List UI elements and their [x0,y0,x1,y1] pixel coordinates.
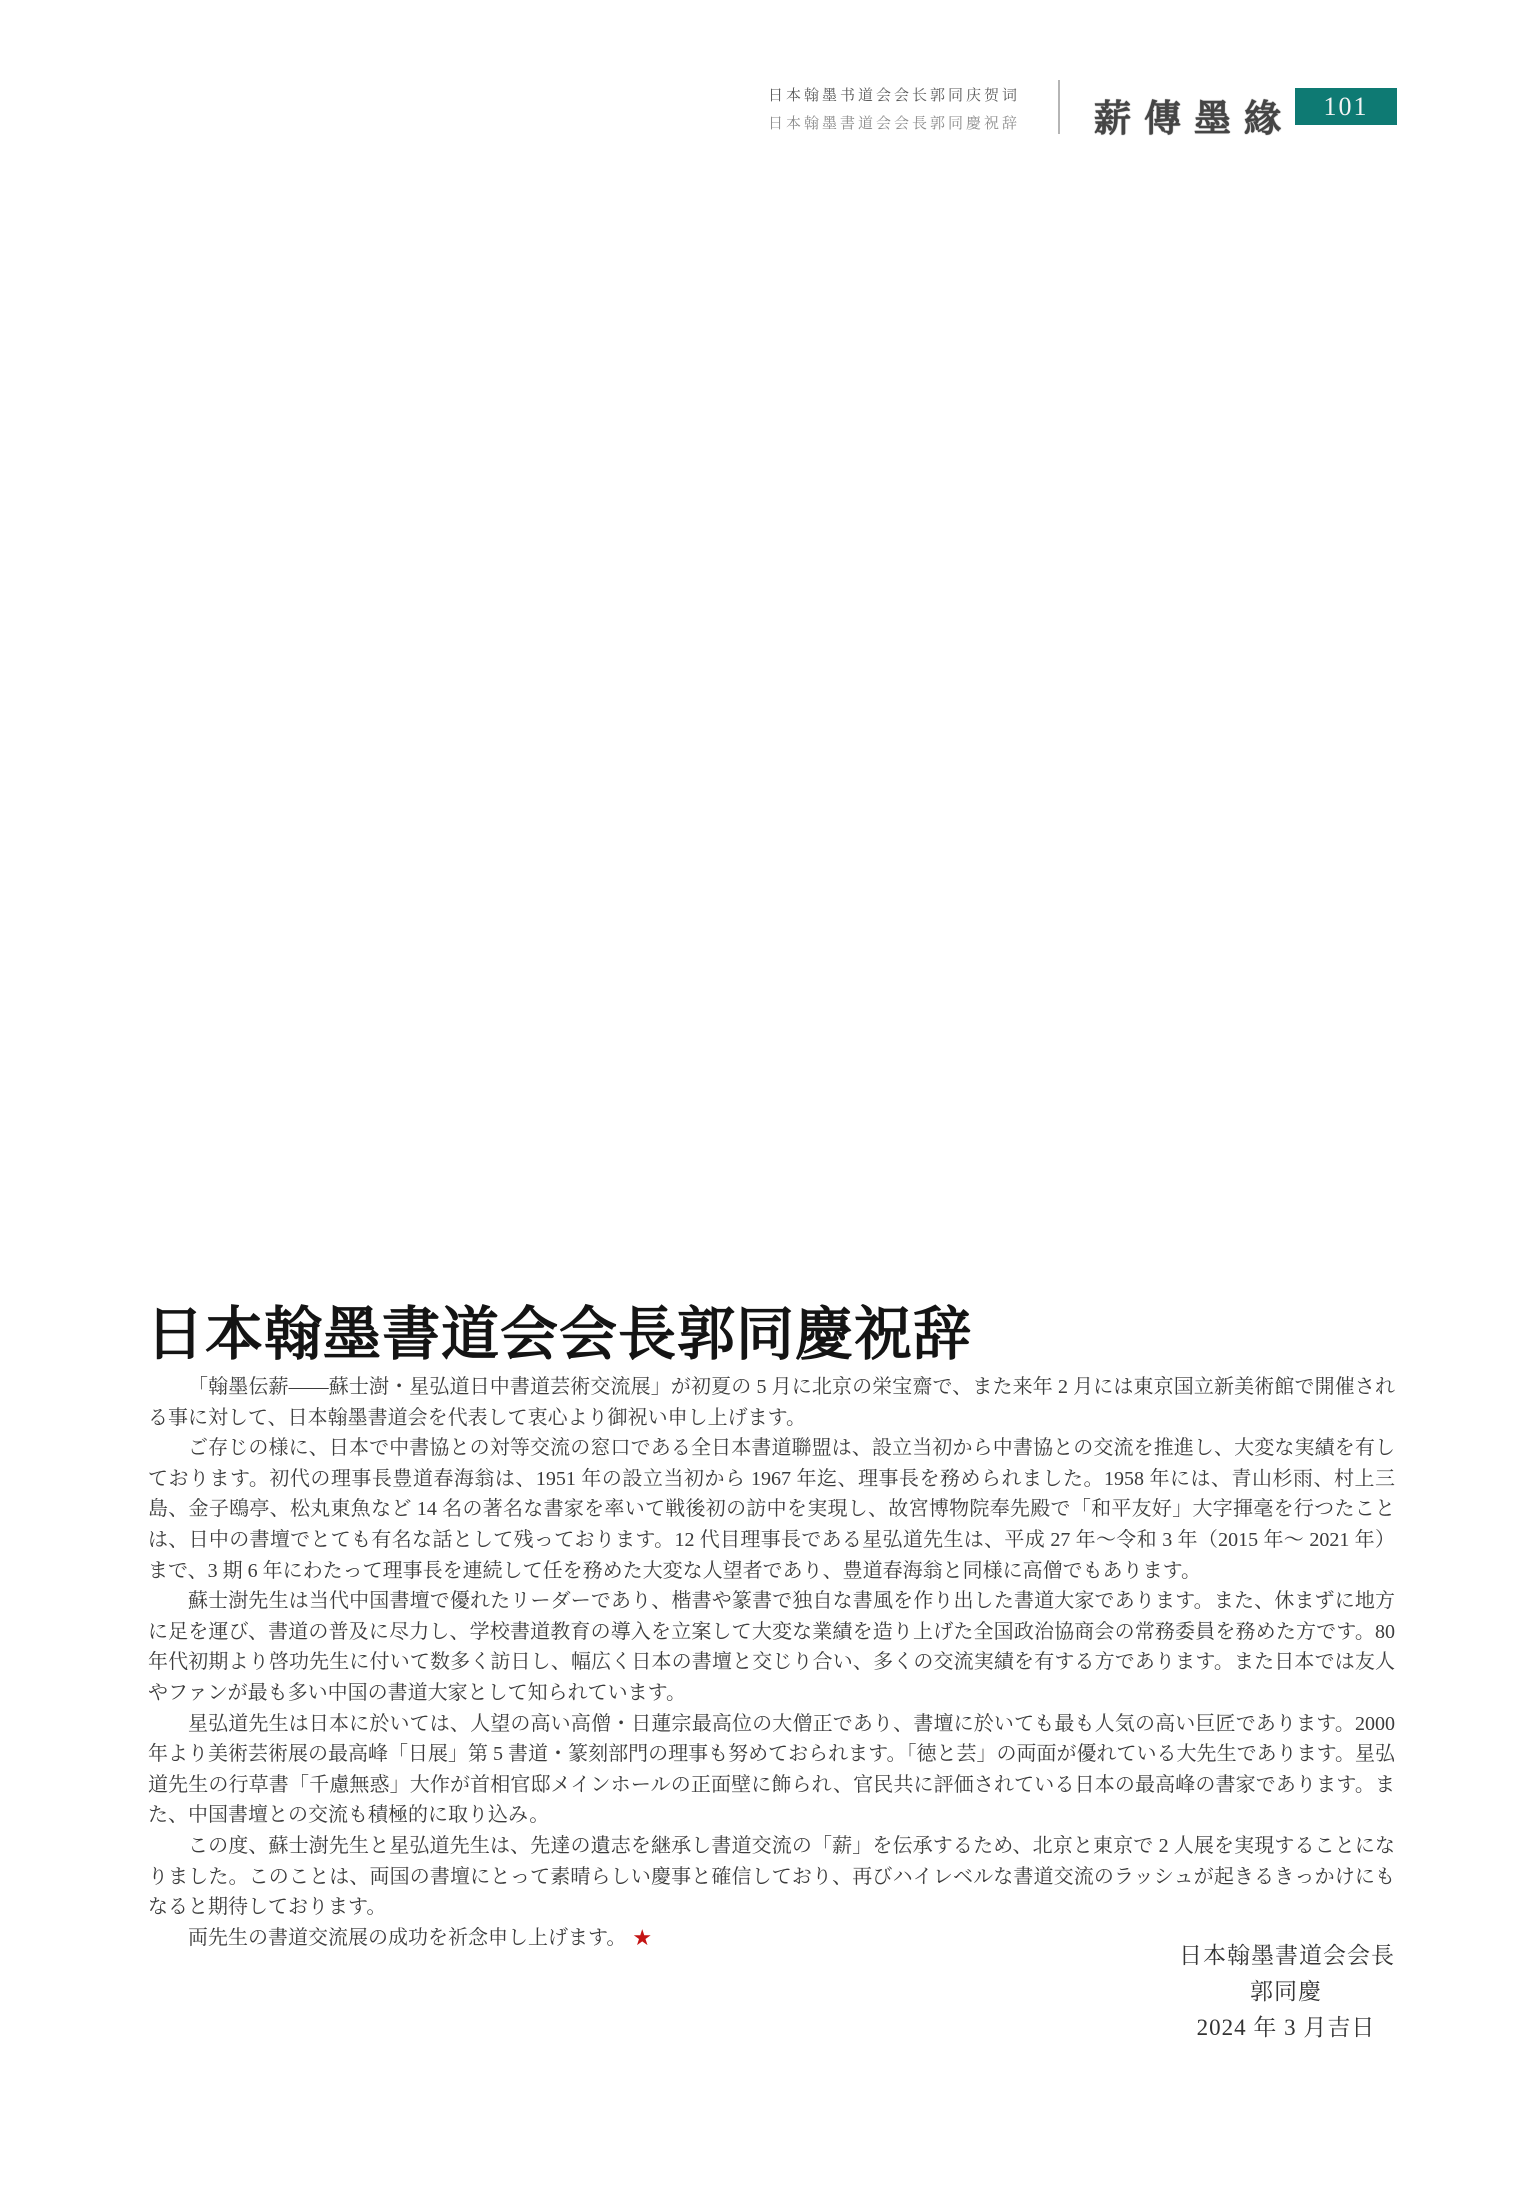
paragraph: この度、蘇士澍先生と星弘道先生は、先達の遺志を継承し書道交流の「薪」を伝承するため、北京と東京で 2 人展を実現することになりました。このことは、両国の書壇にとって素晴らしい慶事と確信しており、再びハイレベルな書道交流のラッシュが起きるきっかけにもなると期待しております。 [148,1834,1395,1919]
header-divider [1058,80,1060,134]
signature-name: 郭同慶 [1250,1979,1322,2004]
article-title: 日本翰墨書道会会長郭同慶祝辞 [146,1301,973,1367]
paragraph: ご存じの様に、日本で中書協との対等交流の窓口である全日本書道聯盟は、設立当初から中書協との交流を推進し、大変な実績を有しております。初代の理事長豊道春海翁は、1951 年の設立当初から 1967 年迄、理事長を務められました。1958 年には、青山杉雨、村上三島、金子鴎亭、松丸東魚など 14 名の著名な書家を率いて戦後初の訪中を実現し、故宮博物院奉先殿で「和平友好」大字揮毫を行つたことは、日中の書壇でとても有名な話として残っております。12 代目理事長である星弘道先生は、平成 27 年～令和 3 年（2015 年～ 2021 年）まで、3 期 6 年にわたって理事長を連続して任を務めた大変な人望者であり、豊道春海翁と同様に高僧でもあります。 [148,1437,1395,1582]
paragraph: 蘇士澍先生は当代中国書壇で優れたリーダーであり、楷書や篆書で独自な書風を作り出した書道大家であります。また、休まずに地方に足を運び、書道の普及に尽力し、学校書道教育の導入を立案して大変な業績を造り上げた全国政治協商会の常務委員を務めた方です。80 年代初期より啓功先生に付いて数多く訪日し、幅広く日本の書壇と交じり合い、多くの交流実績を有する方であります。また日本では友人やファンが最も多い中国の書道大家として知られています。 [148,1590,1395,1704]
signature-block [1179,1938,1393,2046]
article-body [148,1372,1395,1953]
paragraph: 星弘道先生は日本に於いては、人望の高い高僧・日蓮宗最高位の大僧正であり、書壇に於いても最も人気の高い巨匠であります。2000 年より美術芸術展の最高峰「日展」第 5 書道・篆刻部門の理事も努めておられます。「徳と芸」の両面が優れている大先生であります。星弘道先生の行草書「千慮無惑」大作が首相官邸メインホールの正面壁に飾られ、官民共に評価されている日本の最高峰の書家であります。また、中国書壇との交流も積極的に取り込み。 [148,1712,1395,1827]
running-title-chinese: 日本翰墨书道会会长郭同庆贺词 [767,87,1020,104]
signature-date: 2024 年 3 月吉日 [1196,2015,1376,2040]
signature-organization: 日本翰墨書道会会長 [1179,1943,1395,1968]
seal-script-logo: 薪傳墨緣 [1094,99,1294,140]
paragraph: 「翰墨伝薪——蘇士澍・星弘道日中書道芸術交流展」が初夏の 5 月に北京の栄宝齋で、また来年 2 月には東京国立新美術館で開催される事に対して、日本翰墨書道会を代表して衷心より御祝い申し上げます。 [148,1376,1395,1429]
running-title-japanese: 日本翰墨書道会会長郭同慶祝辞 [767,115,1020,132]
paragraph-list [148,1372,1395,1923]
end-star-icon: ★ [632,1924,653,1950]
page-number-badge: 101 [1295,88,1397,125]
closing-text: 両先生の書道交流展の成功を祈念申し上げます。 [188,1926,627,1949]
